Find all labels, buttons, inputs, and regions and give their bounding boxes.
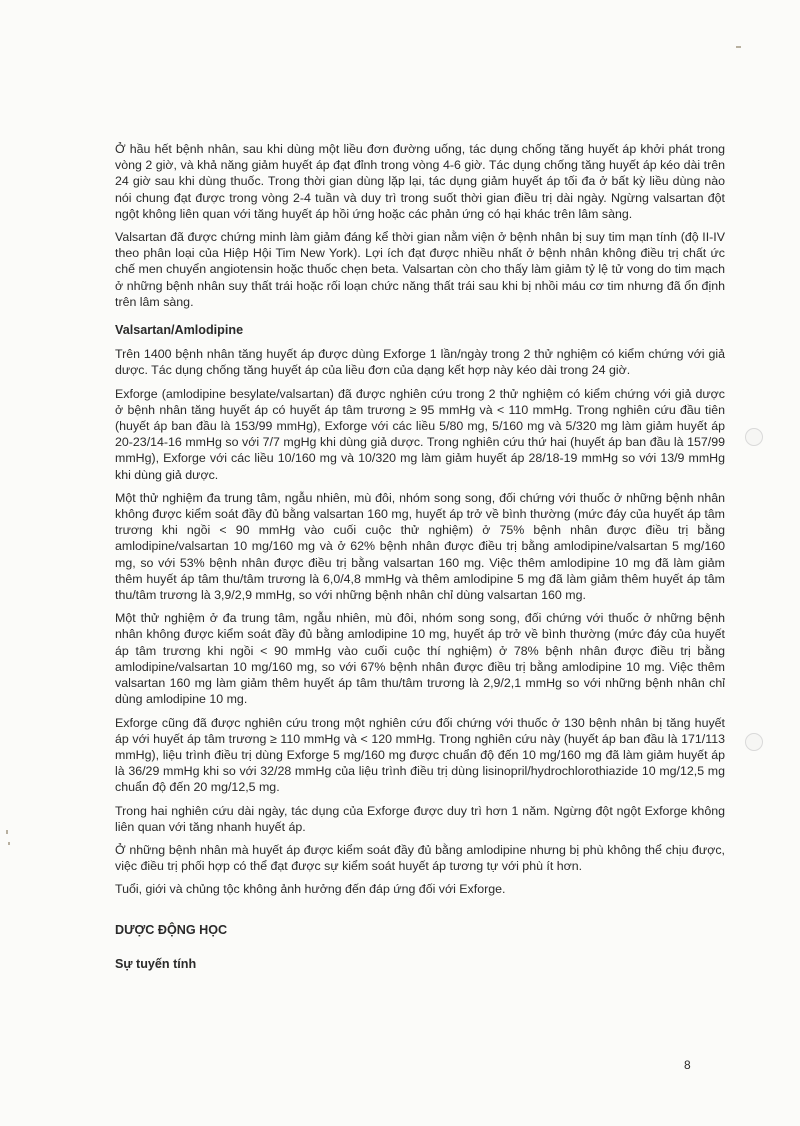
paragraph: Valsartan đã được chứng minh làm giảm đáng kể thời gian nằm viện ở bệnh nhân bị suy tim mạn tính (độ II-IV theo phân loại của Hiệp Hội Tim New York). Lợi ích đạt được nhiều nhất ở bệnh nhân không điều trị chất ức chế men chuyển angiotensin hoặc thuốc chẹn beta. Valsartan còn cho thấy làm giảm tỷ lệ tử vong do tim mạch ở những bệnh nhân suy thất trái hoặc rối loạn chức năng thất trái sau khi bị nhồi máu cơ tim nhưng đã ổn định trên lâm sàng. [115,230,725,309]
pharmacokinetics-heading: DƯỢC ĐỘNG HỌC [115,922,228,937]
paragraph: Trong hai nghiên cứu dài ngày, tác dụng của Exforge được duy trì hơn 1 năm. Ngừng đột ngột Exforge không liên quan với tăng nhanh huyết áp. [115,803,725,834]
linearity-subheading: Sự tuyến tính [115,956,197,971]
paragraph: Một thử nghiệm đa trung tâm, ngẫu nhiên, mù đôi, nhóm song song, đối chứng với thuốc ở những bệnh nhân không được kiểm soát đầy đủ bằng valsartan 160 mg, huyết áp trở về bình thường (mức đáy của huyết áp tâm trương khi ngồi < 90 mmHg vào cuối cuộc thử nghiệm) ở 75% bệnh nhân được điều trị bằng amlodipine/valsartan 10 mg/160 mg và ở 62% bệnh nhân được điều trị bằng amlodipine/valsartan 5 mg/160 mg, so với 53% bệnh nhân được điều trị bằng valsartan 160 mg. Việc thêm amlodipine 10 mg đã làm giảm thêm huyết áp tâm thu/tâm trương là 6,0/4,8 mmHg và thêm amlodipine 5 mg đã làm giảm thêm huyết áp tâm thu/tâm trương là 3,9/2,9 mmHg, so với những bệnh nhân chỉ dùng valsartan 160 mg. [115,490,725,603]
paragraph: Ở hầu hết bệnh nhân, sau khi dùng một liều đơn đường uống, tác dụng chống tăng huyết áp khởi phát trong vòng 2 giờ, và khả năng giảm huyết áp đạt đỉnh trong vòng 4-6 giờ. Tác dụng chống tăng huyết áp kéo dài trên 24 giờ sau khi dùng thuốc. Trong thời gian dùng lặp lại, tác dụng giảm huyết áp tối đa ở bất kỳ liều dùng nào nói chung đạt được trong vòng 2-4 tuần và duy trì trong suốt thời gian điều trị dài ngày. Ngừng valsartan đột ngột không liên quan với tăng huyết áp hồi ứng hoặc các phản ứng có hại khác trên lâm sàng. [115,142,725,221]
scan-mark [736,46,741,48]
paragraph: Một thử nghiệm ở đa trung tâm, ngẫu nhiên, mù đôi, nhóm song song, đối chứng với thuốc ở những bệnh nhân không được kiểm soát đầy đủ bằng amlodipine 10 mg, huyết áp trở về bình thường (mức đáy của huyết áp tâm trương khi ngồi < 90 mmHg vào cuối cuộc thí nghiệm) ở 78% bệnh nhân được điều trị bằng amlodipine/valsartan 10 mg/160 mg, so với 67% bệnh nhân được điều trị bằng amlodipine 10 mg. Việc thêm valsartan 160 mg làm giảm thêm huyết áp tâm thu/tâm trương là 2,9/2,1 mmHg so với những bệnh nhân chỉ dùng amlodipine 10 mg. [115,611,725,707]
paragraph: Exforge (amlodipine besylate/valsartan) đã được nghiên cứu trong 2 thử nghiệm có kiểm chứng với giả dược ở bệnh nhân tăng huyết áp có huyết áp tâm trương ≥ 95 mmHg và < 110 mmHg. Trong nghiên cứu đầu tiên (huyết áp ban đầu là 153/99 mmHg), Exforge với các liều 5/80 mg, 5/160 mg và 5/320 mg làm giảm huyết áp 20-23/14-16 mmHg so với 7/7 mgHg khi dùng giả dược. Trong nghiên cứu thứ hai (huyết áp ban đầu là 157/99 mmHg), Exforge với các liều 10/160 mg và 10/320 mg làm giảm huyết áp 28/18-19 mmHg so với 13/9 mmHg khi dùng giả dược. [115,386,725,482]
punch-hole-icon [745,428,763,446]
paragraph: Trên 1400 bệnh nhân tăng huyết áp được dùng Exforge 1 lần/ngày trong 2 thử nghiệm có kiểm chứng với giả dược. Tác dụng chống tăng huyết áp của liều đơn của dạng kết hợp này kéo dài trong 24 giờ. [115,347,725,378]
scan-mark [8,842,10,845]
paragraph: Exforge cũng đã được nghiên cứu trong một nghiên cứu đối chứng với thuốc ở 130 bệnh nhân bị tăng huyết áp với huyết áp tâm trương ≥ 110 mmHg và < 120 mmHg. Trong nghiên cứu này (huyết áp ban đầu là 171/113 mmHg), liệu trình điều trị dùng Exforge 5 mg/160 mg được chuẩn độ đến 10 mg/160 mg đã làm giảm huyết áp là 36/29 mmHg khi so với 32/28 mmHg của liệu trình điều trị dùng lisinopril/hydrochlorothiazide 10 mg/12,5 mg chuẩn độ đến 20 mg/12,5 mg. [115,715,725,795]
section-heading: Valsartan/Amlodipine [115,323,244,338]
scan-mark [6,830,8,834]
document-body [115,141,725,972]
page-number: 8 [684,1058,691,1072]
punch-hole-icon [745,733,763,751]
paragraph: Tuổi, giới và chủng tộc không ảnh hưởng đến đáp ứng đối với Exforge. [115,882,506,897]
paragraph: Ở những bệnh nhân mà huyết áp được kiểm soát đầy đủ bằng amlodipine nhưng bị phù không thể chịu được, việc điều trị phối hợp có thể đạt được sự kiểm soát huyết áp tương tự với phù ít hơn. [115,842,725,874]
